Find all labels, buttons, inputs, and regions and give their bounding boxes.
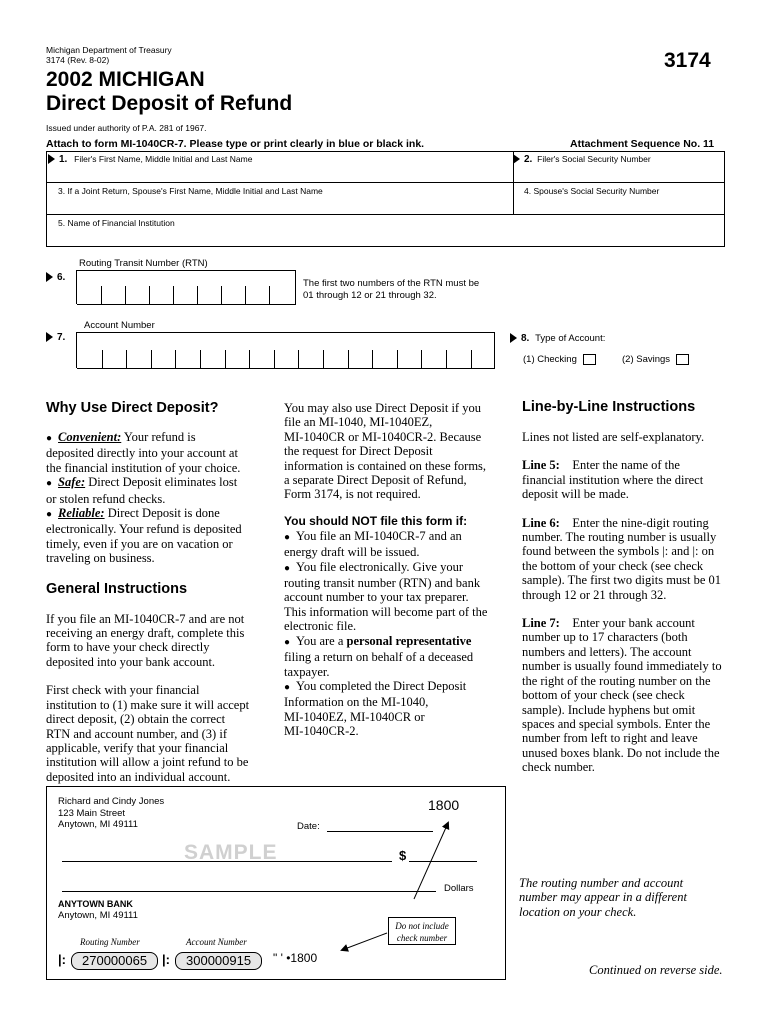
not-bullet-4: ● You completed the Direct Deposit Information on the MI-1040, MI-1040EZ, MI-1040CR or MI-1040CR-2. [284, 678, 467, 739]
not-bullet-1: ● You file an MI-1040CR-7 and an energy draft will be issued. [284, 528, 462, 560]
sample-watermark: SAMPLE [184, 841, 278, 864]
checking-checkbox[interactable] [583, 354, 596, 365]
account-label: Account Number [84, 320, 155, 331]
general-p1: If you file an MI-1040CR-7 and are not receiving an energy draft, complete this form to have your check directly deposited into your bank account. [46, 611, 245, 669]
field-3-label: 3. If a Joint Return, Spouse's First Name, Middle Initial and Last Name [58, 186, 323, 196]
filer-ssn-field[interactable] [515, 168, 720, 186]
convenient-bullet: ● Convenient: Your refund is deposited directly into your account at the financial institution of your choice. [46, 430, 241, 475]
micr-symbol-2: |: [162, 952, 170, 967]
column-line-by-line [522, 399, 732, 775]
arrow-icon [48, 154, 55, 164]
rtn-label: Routing Transit Number (RTN) [79, 258, 208, 269]
date-label: Date: [297, 821, 320, 832]
account-number-pill: 300000915 [175, 952, 262, 970]
field-6-label: 6. [46, 272, 65, 283]
title-year: 2002 MICHIGAN [46, 68, 205, 91]
routing-caption: Routing Number [80, 937, 140, 947]
line-5-text: Line 5: Enter the name of the financial institution where the direct deposit will be made. [522, 458, 704, 502]
attachment-sequence: Attachment Sequence No. 11 [570, 138, 715, 150]
why-title: Why Use Direct Deposit? [46, 400, 219, 416]
arrow-icon [46, 272, 53, 282]
authority-note: Issued under authority of P.A. 281 of 1967. [46, 123, 207, 133]
not-bullet-3: ● You are a personal representative filing a return on behalf of a deceased taxpayer. [284, 633, 474, 679]
arrow-icon [46, 332, 53, 342]
line-6-text: Line 6: Enter the nine-digit routing number. The routing number is usually found between the symbols |: and |: on the bottom of your check (see check sample). The first two digits must be 01 through 12 or 21 through 32. [522, 515, 722, 602]
check-number-micr: " ' •1800 [273, 951, 318, 965]
line-7-text: Line 7: Enter your bank account number up to 17 characters (both numbers and letters). The account number is usually found immediately to the right of the routing number on the bottom of your check (see check sample). Include hyphens but omit spaces and special symbols. Enter the number from left to right and leave unused boxes blank. Do not include the check number. [522, 616, 722, 775]
dollar-sign: $ [399, 848, 407, 863]
column-why [46, 400, 276, 784]
general-title: General Instructions [46, 580, 188, 597]
account-number-field[interactable] [76, 332, 495, 368]
intro-text: Lines not listed are self-explanatory. [522, 430, 705, 444]
field-8-label: 8. Type of Account: [510, 333, 605, 344]
filer-name-field[interactable] [48, 168, 508, 186]
field-5-label: 5. Name of Financial Institution [58, 218, 175, 228]
arrow-icon [510, 333, 517, 343]
also-paragraph: You may also use Direct Deposit if you file an MI-1040, MI-1040EZ, MI-1040CR or MI-1040CR-2. Because the request for Direct Deposit information is contained on these forms, a separate Direct Deposit of Refund, Form 3174, is not required. [284, 401, 487, 502]
check-side-note: The routing number and account number may appear in a different location on your check. [519, 876, 687, 919]
reliable-bullet: ● Reliable: Direct Deposit is done electronically. Your refund is deposited timely, even if you are on vacation or traveling on business. [46, 506, 242, 566]
not-file-title: You should NOT file this form if: [284, 513, 468, 528]
attach-instruction: Attach to form MI-1040CR-7. Please type or print clearly in blue or black ink. [46, 138, 425, 150]
field-7-label: 7. [46, 332, 65, 343]
callout-box: Do not include check number [388, 917, 456, 945]
title-main: Direct Deposit of Refund [46, 92, 293, 115]
field-2-label: 2. Filer's Social Security Number [513, 154, 651, 165]
check-number: 1800 [428, 797, 460, 813]
dept-name: Michigan Department of Treasury [46, 45, 172, 55]
safe-bullet: ● Safe: Direct Deposit eliminates lost or stolen refund checks. [46, 475, 238, 506]
check-arrows [47, 787, 507, 981]
bank-name: ANYTOWN BANK [58, 899, 133, 909]
financial-institution-field[interactable] [48, 229, 718, 245]
rtn-field[interactable] [76, 270, 296, 304]
not-bullet-2: ● You file electronically. Give your routing transit number (RTN) and bank account number to your tax preparer. This information will become part of the electronic file. [284, 559, 488, 634]
arrow-to-check-number [414, 823, 448, 899]
savings-option[interactable]: (2) Savings [622, 354, 689, 365]
form-number: 3174 [664, 49, 711, 72]
arrow-icon [513, 154, 520, 164]
column-also [284, 401, 509, 739]
dollars-label: Dollars [444, 883, 474, 894]
rtn-note: The first two numbers of the RTN must be 01 through 12 or 21 through 32. [303, 278, 480, 301]
routing-number-pill: 270000065 [71, 952, 158, 970]
general-p2: First check with your financial institution to (1) make sure it will accept direct deposit, (2) obtain the correct RTN and account number, and (3) if applicable, verify that your financial institution will allow a joint refund to be deposited into an individual account. [46, 683, 250, 784]
micr-symbol-1: |: [58, 952, 66, 967]
form-revision: 3174 (Rev. 8-02) [46, 55, 110, 65]
checking-option[interactable]: (1) Checking [523, 354, 596, 365]
field-1-label: 1. Filer's First Name, Middle Initial and Last Name [48, 154, 252, 165]
field-4-label: 4. Spouse's Social Security Number [524, 186, 660, 196]
bank-city: Anytown, MI 49111 [58, 910, 138, 921]
account-caption: Account Number [186, 937, 247, 947]
continued-note: Continued on reverse side. [589, 963, 723, 977]
spouse-ssn-field[interactable] [515, 198, 720, 214]
sample-check [46, 786, 506, 980]
line-by-line-title: Line-by-Line Instructions [522, 399, 696, 415]
check-payer: Richard and Cindy Jones 123 Main Street Anytown, MI 49111 [58, 796, 165, 830]
arrow-to-micr [342, 933, 387, 950]
savings-checkbox[interactable] [676, 354, 689, 365]
spouse-name-field[interactable] [48, 198, 508, 214]
